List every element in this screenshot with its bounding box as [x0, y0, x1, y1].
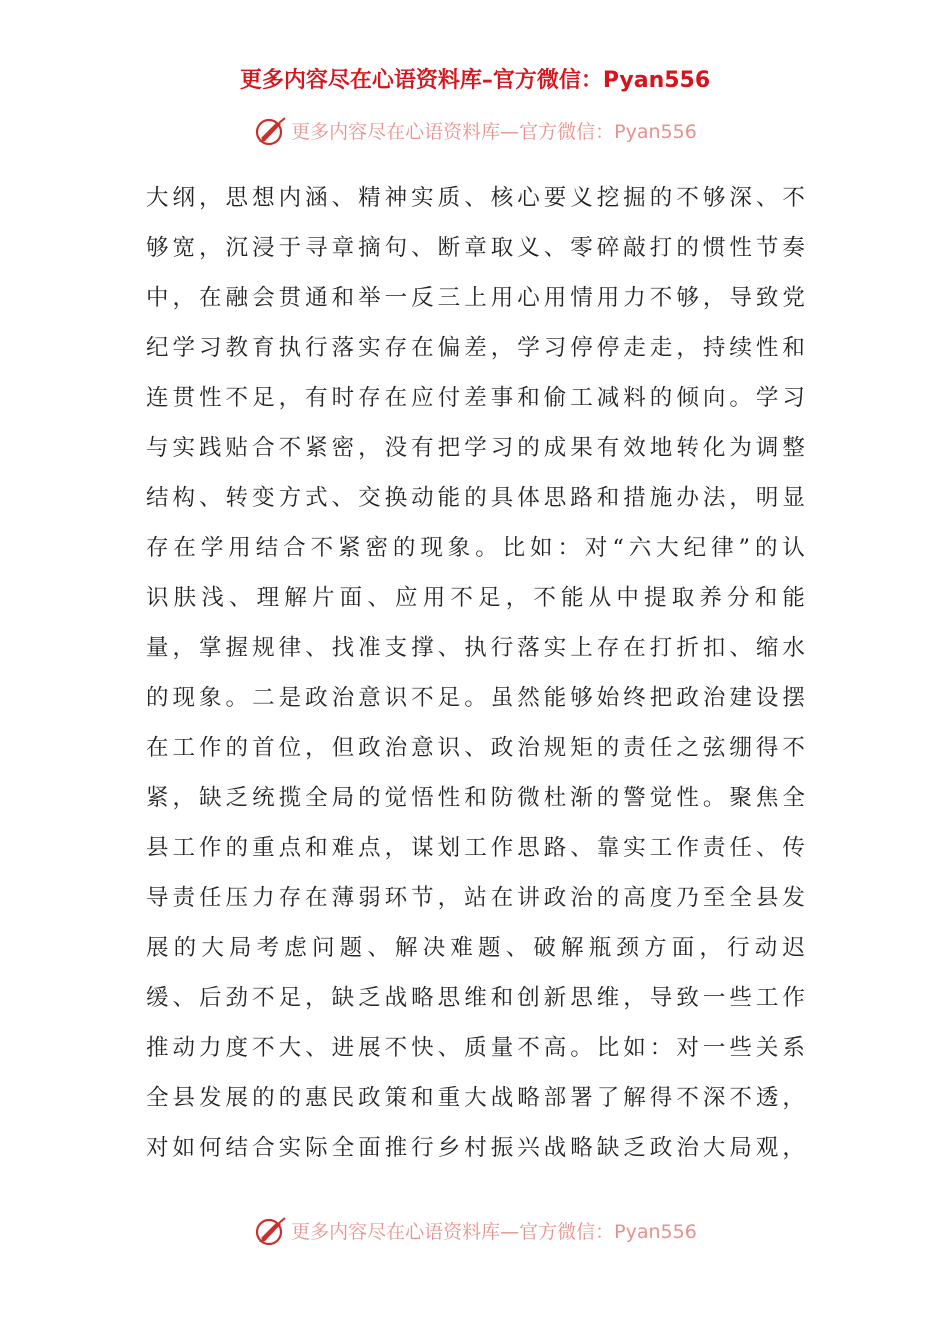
- pen-nib-logo-icon: [253, 1214, 289, 1250]
- body-line: 展的大局考虑问题、解决难题、破解瓶颈方面，行动迟: [146, 935, 806, 961]
- body-line: 的现象。二是政治意识不足。虽然能够始终把政治建设摆: [146, 685, 806, 711]
- pen-nib-logo-icon: [253, 114, 289, 150]
- body-line: 结构、转变方式、交换动能的具体思路和措施办法，明显: [146, 485, 806, 511]
- top-banner: 更多内容尽在心语资料库–官方微信：Pyan556: [239, 68, 711, 93]
- footer-watermark-text: 更多内容尽在心语资料库—官方微信：Pyan556: [291, 1221, 697, 1243]
- body-line: 紧，缺乏统揽全局的觉悟性和防微杜渐的警觉性。聚焦全: [146, 785, 806, 811]
- body-text: [146, 173, 806, 1173]
- body-line: 够宽，沉浸于寻章摘句、断章取义、零碎敲打的惯性节奏: [146, 235, 806, 261]
- body-line: 识肤浅、理解片面、应用不足，不能从中提取养分和能: [146, 585, 806, 611]
- body-line: 对如何结合实际全面推行乡村振兴战略缺乏政治大局观，: [146, 1135, 806, 1161]
- body-line: 连贯性不足，有时存在应付差事和偷工减料的倾向。学习: [146, 385, 806, 411]
- body-line: 导责任压力存在薄弱环节，站在讲政治的高度乃至全县发: [146, 885, 806, 911]
- body-line: 纪学习教育执行落实存在偏差，学习停停走走，持续性和: [146, 335, 806, 361]
- header-watermark-text: 更多内容尽在心语资料库—官方微信：Pyan556: [291, 121, 697, 143]
- body-line: 与实践贴合不紧密，没有把学习的成果有效地转化为调整: [146, 435, 806, 461]
- body-line: 量，掌握规律、找准支撑、执行落实上存在打折扣、缩水: [146, 635, 806, 661]
- footer-watermark: [0, 1212, 950, 1252]
- body-line: 县工作的重点和难点，谋划工作思路、靠实工作责任、传: [146, 835, 806, 861]
- body-line: 在工作的首位，但政治意识、政治规矩的责任之弦绷得不: [146, 735, 806, 761]
- body-line: 全县发展的的惠民政策和重大战略部署了解得不深不透，: [146, 1085, 806, 1111]
- body-line: 推动力度不大、进展不快、质量不高。比如：对一些关系: [146, 1035, 806, 1061]
- body-line: 存在学用结合不紧密的现象。比如：对“六大纪律”的认: [146, 535, 806, 561]
- body-line: 缓、后劲不足，缺乏战略思维和创新思维，导致一些工作: [146, 985, 806, 1011]
- header-watermark: [0, 112, 950, 152]
- body-line: 中，在融会贯通和举一反三上用心用情用力不够，导致党: [146, 285, 806, 311]
- body-line: 大纲，思想内涵、精神实质、核心要义挖掘的不够深、不: [146, 185, 806, 211]
